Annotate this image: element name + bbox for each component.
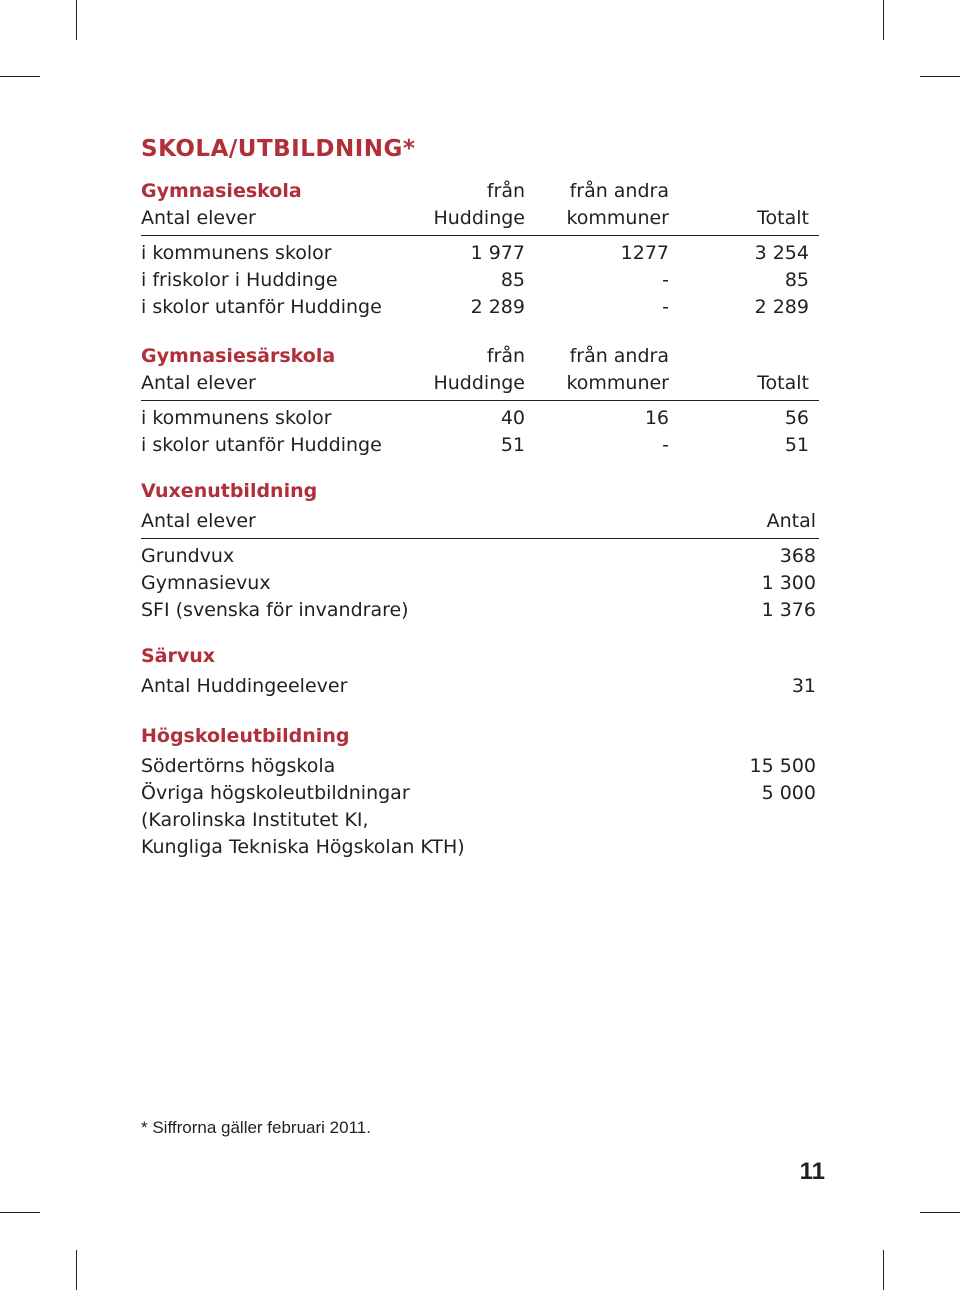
section-heading: Vuxenutbildning (141, 480, 318, 502)
cell-value: 31 (791, 675, 816, 697)
table-row (141, 543, 819, 570)
table-row (141, 834, 819, 861)
table-row (141, 753, 819, 780)
table-row (141, 673, 819, 700)
cell-value: 1 300 (761, 572, 816, 594)
table-row (141, 570, 819, 597)
section-heading: Högskoleutbildning (141, 725, 350, 747)
crop-mark (883, 1250, 884, 1290)
section-heading: Särvux (141, 645, 216, 667)
cell-value: - (662, 269, 669, 291)
column-header: från andra (569, 180, 669, 202)
cell-value: 51 (784, 434, 809, 456)
divider (141, 400, 819, 401)
divider (141, 538, 819, 539)
column-header: från (486, 180, 525, 202)
page-number: 11 (799, 1158, 825, 1185)
column-header: kommuner (566, 372, 669, 394)
cell-value: 3 254 (754, 242, 809, 264)
page-title: SKOLA/UTBILDNING* (141, 136, 416, 162)
section-heading: Gymnasiesärskola (141, 345, 336, 367)
cell-value: 51 (500, 434, 525, 456)
column-header: från andra (569, 345, 669, 367)
crop-mark (0, 76, 40, 77)
row-label: i skolor utanför Huddinge (141, 296, 382, 318)
column-header: Totalt (757, 372, 809, 394)
table-row (141, 597, 819, 624)
section-subheading: Antal elever (141, 510, 256, 532)
sarvux-table (141, 643, 819, 700)
cell-value: 368 (779, 545, 816, 567)
row-label: i skolor utanför Huddinge (141, 434, 382, 456)
column-header: Antal (766, 510, 816, 532)
row-label: i kommunens skolor (141, 242, 332, 264)
section-heading: Gymnasieskola (141, 180, 302, 202)
cell-value: 40 (500, 407, 525, 429)
row-label: Övriga högskoleutbildningar (141, 782, 410, 804)
table-row (141, 294, 819, 321)
crop-mark (883, 0, 884, 40)
column-header: Totalt (757, 207, 809, 229)
column-header: Huddinge (433, 372, 525, 394)
table-row (141, 780, 819, 807)
crop-mark (920, 1212, 960, 1213)
sarskola-table (141, 343, 819, 459)
vuxen-table (141, 478, 819, 624)
cell-value: 1 376 (761, 599, 816, 621)
cell-value: 2 289 (754, 296, 809, 318)
section-subheading: Antal elever (141, 372, 256, 394)
row-note: (Karolinska Institutet KI, (141, 809, 369, 831)
divider (141, 235, 819, 236)
crop-mark (76, 0, 77, 40)
footnote: * Siffrorna gäller februari 2011. (141, 1118, 371, 1137)
table-row (141, 807, 819, 834)
crop-mark (920, 76, 960, 77)
cell-value: 56 (784, 407, 809, 429)
table-row (141, 240, 819, 267)
row-label: i friskolor i Huddinge (141, 269, 338, 291)
row-label: Antal Huddingeelever (141, 675, 348, 697)
row-label: Gymnasievux (141, 572, 271, 594)
row-label: Södertörns högskola (141, 755, 336, 777)
row-note: Kungliga Tekniska Högskolan KTH) (141, 836, 465, 858)
cell-value: 15 500 (749, 755, 816, 777)
cell-value: 5 000 (761, 782, 816, 804)
cell-value: - (662, 296, 669, 318)
gymnasieskola-table (141, 178, 819, 321)
cell-value: 16 (644, 407, 669, 429)
cell-value: 2 289 (470, 296, 525, 318)
row-label: i kommunens skolor (141, 407, 332, 429)
crop-mark (76, 1250, 77, 1290)
column-header: från (486, 345, 525, 367)
section-subheading: Antal elever (141, 207, 256, 229)
hogskola-table (141, 723, 819, 861)
cell-value: 85 (784, 269, 809, 291)
crop-mark (0, 1212, 40, 1213)
cell-value: 85 (500, 269, 525, 291)
cell-value: 1 977 (470, 242, 525, 264)
column-header: kommuner (566, 207, 669, 229)
table-row (141, 432, 819, 459)
cell-value: 1277 (620, 242, 669, 264)
row-label: Grundvux (141, 545, 235, 567)
table-row (141, 267, 819, 294)
cell-value: - (662, 434, 669, 456)
row-label: SFI (svenska för invandrare) (141, 599, 409, 621)
column-header: Huddinge (433, 207, 525, 229)
table-row (141, 405, 819, 432)
